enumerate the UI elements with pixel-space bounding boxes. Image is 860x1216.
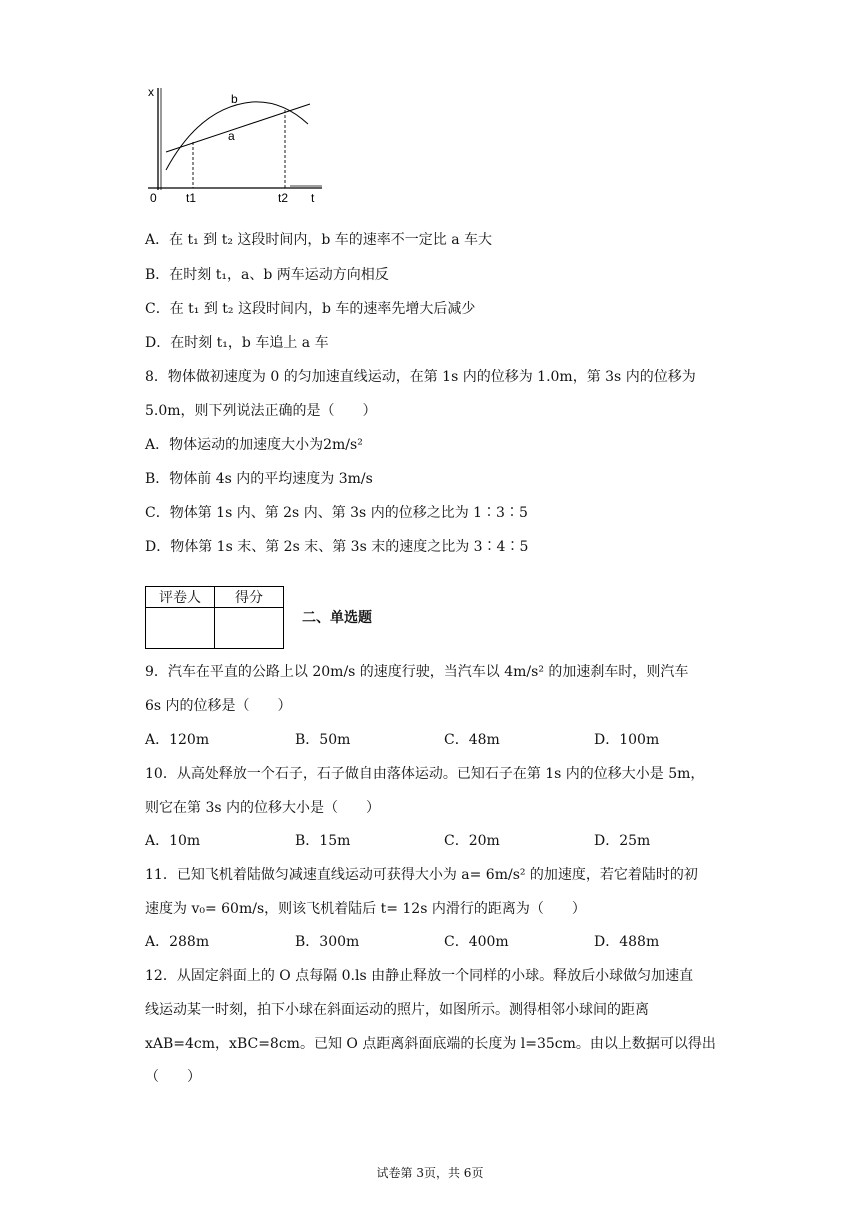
q12-stem-line1: 12．从固定斜面上的 O 点每隔 0.ls 由静止释放一个同样的小球。释放后小球做匀加速直 [145,968,694,984]
y-axis-label: x [148,85,154,99]
q8-option-c: C．物体第 1s 内、第 2s 内、第 3s 内的位移之比为 1∶3∶5 [145,505,528,521]
t1-label: t1 [186,191,197,205]
q7-option-c: C．在 t₁ 到 t₂ 这段时间内，b 车的速率先增大后减少 [145,301,476,317]
x-axis-label: t [311,191,315,205]
q10-option-d: D．25m [594,833,651,849]
grader-cell [146,608,215,649]
q10-stem-line2: 则它在第 3s 内的位移大小是（ ） [145,800,380,816]
q9-option-b: B．50m [295,732,351,748]
q8-option-a: A．物体运动的加速度大小为2m/s² [145,437,363,453]
q11-option-b: B．300m [295,934,360,950]
q8-stem-line1: 8．物体做初速度为 0 的匀加速直线运动，在第 1s 内的位移为 1.0m，第 3s 内的位移为 [145,369,696,385]
q9-stem-line2: 6s 内的位移是（ ） [145,698,292,714]
q8-stem-line2: 5.0m，则下列说法正确的是（ ） [145,403,377,419]
q9-stem-line1: 9．汽车在平直的公路上以 20m/s 的速度行驶，当汽车以 4m/s² 的加速刹车时，则汽车 [145,664,689,680]
q10-stem-line1: 10．从高处释放一个石子，石子做自由落体运动。已知石子在第 1s 内的位移大小是 5m， [145,766,705,782]
q9-option-d: D．100m [594,732,660,748]
t2-label: t2 [278,191,289,205]
score-header: 得分 [215,587,284,608]
score-table [145,586,284,649]
q8-option-b: B．物体前 4s 内的平均速度为 3m/s [145,471,373,487]
q11-stem-line1: 11．已知飞机着陆做匀减速直线运动可获得大小为 a= 6m/s² 的加速度，若它着陆时的初 [145,867,698,883]
q9-option-a: A．120m [145,732,210,748]
q10-option-a: A．10m [145,833,201,849]
q7-option-b: B．在时刻 t₁，a、b 两车运动方向相反 [145,267,389,283]
origin-label: 0 [150,191,157,205]
q10-option-b: B．15m [295,833,351,849]
q9-option-c: C．48m [444,732,500,748]
q12-stem-line3: xAB=4cm，xBC=8cm。已知 O 点距离斜面底端的长度为 l=35cm。由以上数据可以得出 [145,1036,716,1052]
page-footer: 试卷第 3页，共 6页 [376,1166,484,1180]
score-cell [215,608,284,649]
curve-b-label: b [231,92,238,106]
q12-stem-line4: （ ） [145,1069,201,1085]
q11-option-c: C．400m [444,934,509,950]
q10-option-c: C．20m [444,833,500,849]
q7-option-d: D．在时刻 t₁，b 车追上 a 车 [145,335,329,351]
q11-stem-line2: 速度为 v₀= 60m/s，则该飞机着陆后 t= 12s 内滑行的距离为（ ） [145,901,586,917]
line-a [166,104,310,152]
section-title: 二、单选题 [302,610,372,626]
grader-header: 评卷人 [146,587,215,608]
line-a-label: a [228,129,235,143]
q11-option-a: A．288m [145,934,210,950]
q7-option-a: A．在 t₁ 到 t₂ 这段时间内，b 车的速率不一定比 a 车大 [145,232,493,248]
q8-option-d: D．物体第 1s 末、第 2s 末、第 3s 末的速度之比为 3∶4∶5 [145,539,529,555]
q11-option-d: D．488m [594,934,660,950]
q12-stem-line2: 线运动某一时刻，拍下小球在斜面运动的照片，如图所示。测得相邻小球间的距离 [145,1002,649,1018]
xt-graph [140,82,330,207]
